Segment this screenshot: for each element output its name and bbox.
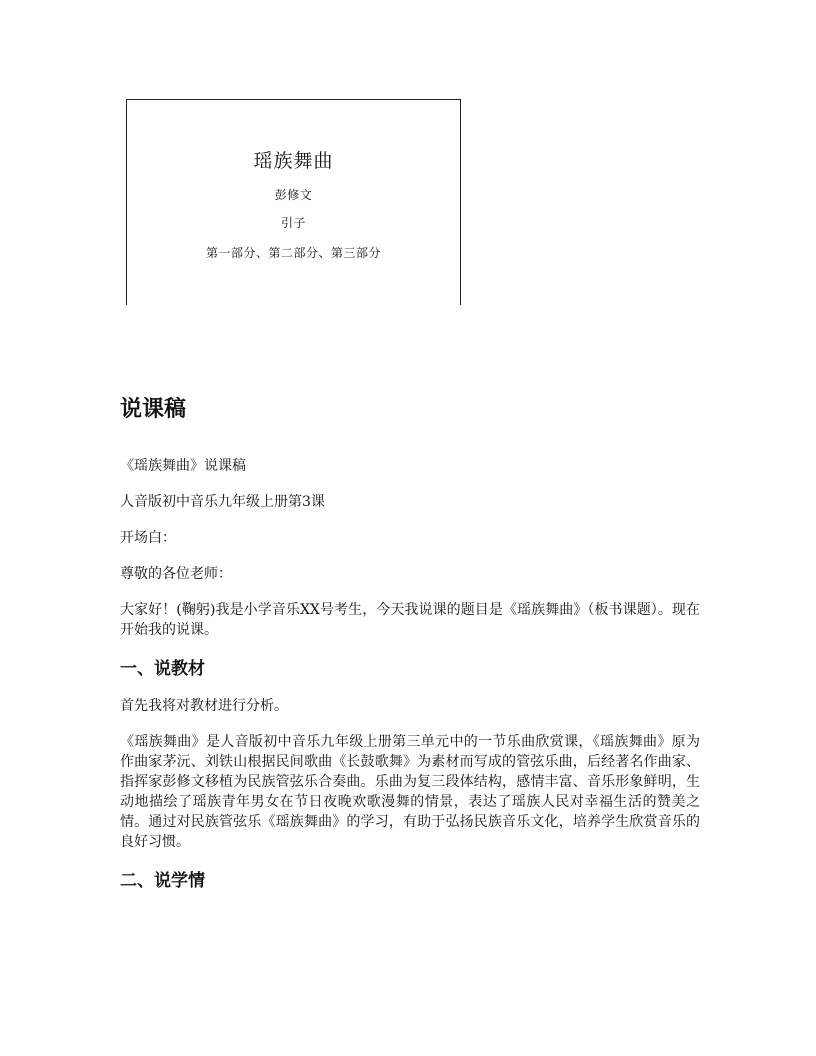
opening-label: 开场白：	[120, 530, 176, 546]
board-sections: 第一部分、第二部分、第三部分	[205, 246, 381, 260]
section-body: 《瑶族舞曲》是人音版初中音乐九年级上册第三单元中的一节乐曲欣赏课，《瑶族舞曲》原为作曲家茅沅、刘铁山根据民间歌曲《长鼓歌舞》为素材而写成的管弦乐曲，后经著名作曲家、指挥家彭修文移植为民族管弦乐合奏曲。乐曲为复三段体结构，感情丰富、音乐形象鲜明，生动地描绘了瑶族青年男女在节日夜晚欢歌漫舞的情景，表达了瑶族人民对幸福生活的赞美之情。通过对民族管弦乐《瑶族舞曲》的学习，有助于弘扬民族音乐文化，培养学生欣赏音乐的良好习惯。	[120, 734, 700, 850]
intro-paragraph: 大家好！(鞠躬)我是小学音乐XX号考生，今天我说课的题目是《瑶族舞曲》（板书课题）。现在开始我的说课。	[120, 602, 700, 638]
lesson-subtitle: 《瑶族舞曲》说课稿	[120, 458, 246, 474]
section-heading-textbook: 一、说教材	[120, 659, 205, 679]
greeting: 尊敬的各位老师：	[120, 566, 232, 582]
board-intro: 引子	[280, 216, 306, 230]
section-lead: 首先我将对教材进行分析。	[120, 698, 288, 714]
page-title: 说课稿	[120, 397, 187, 422]
board-title: 瑶族舞曲	[253, 150, 334, 172]
section-heading-students: 二、说学情	[120, 871, 205, 891]
board-composer: 彭修文	[274, 188, 313, 202]
textbook-info: 人音版初中音乐九年级上册第3课	[120, 494, 325, 510]
blackboard-image	[126, 99, 461, 305]
document-body	[120, 394, 700, 908]
